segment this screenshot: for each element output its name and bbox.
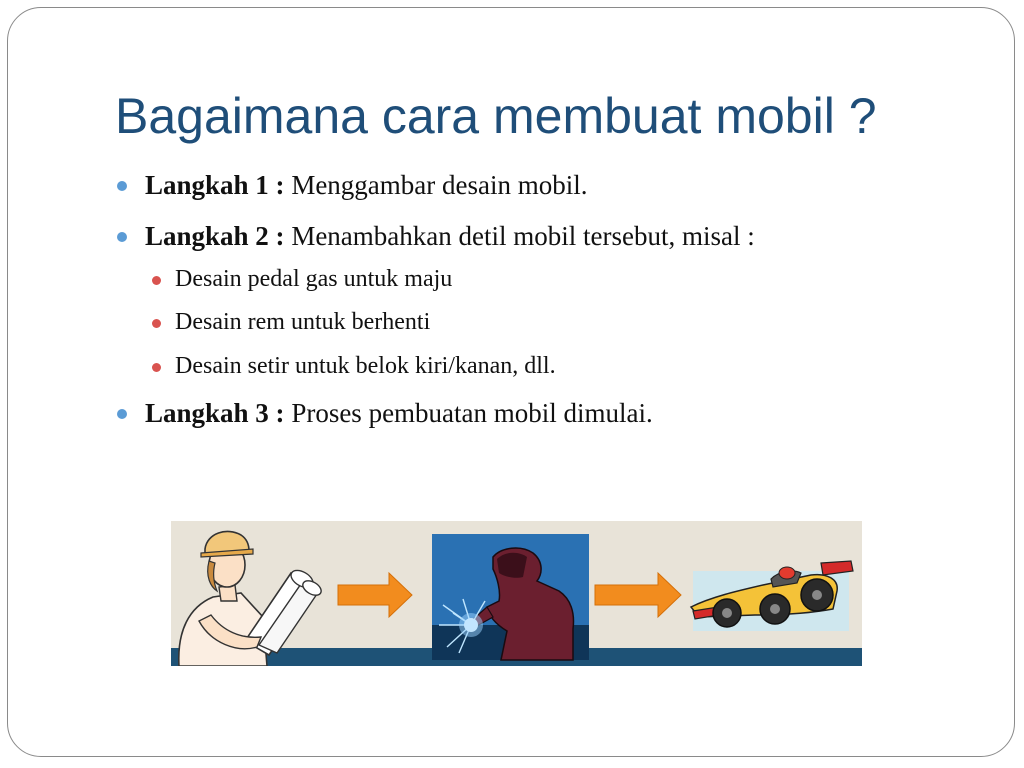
sub-bullet-list bbox=[115, 264, 975, 382]
bullet-dot-icon bbox=[117, 181, 127, 191]
bullet-dot-icon bbox=[117, 232, 127, 242]
bullet-list bbox=[115, 168, 975, 447]
bullet-step-2 bbox=[115, 219, 975, 254]
sub-bullet-text: Desain setir untuk belok kiri/kanan, dll. bbox=[175, 352, 556, 379]
sub-bullet-text: Desain rem untuk berhenti bbox=[175, 309, 431, 336]
step-text: Menambahkan detil mobil tersebut, misal : bbox=[291, 221, 755, 252]
slide-title: Bagaimana cara membuat mobil ? bbox=[115, 88, 877, 144]
arrow-right-icon bbox=[595, 573, 681, 617]
bullet-step-1 bbox=[115, 168, 975, 203]
step-text: Menggambar desain mobil. bbox=[291, 170, 588, 200]
sub-bullet bbox=[115, 264, 975, 295]
sub-bullet bbox=[115, 307, 975, 338]
welder-icon bbox=[432, 534, 589, 660]
step-label: Langkah 2 : bbox=[145, 221, 285, 252]
step-label: Langkah 3 : bbox=[145, 397, 285, 428]
engineer-with-blueprints-icon bbox=[179, 531, 324, 666]
sub-bullet-dot-icon bbox=[152, 363, 161, 372]
sub-bullet bbox=[115, 351, 975, 382]
arrow-right-icon bbox=[338, 573, 412, 617]
race-car-icon bbox=[691, 561, 853, 631]
sub-bullet-dot-icon bbox=[152, 276, 161, 285]
bullet-dot-icon bbox=[117, 409, 127, 419]
sub-bullet-dot-icon bbox=[152, 319, 161, 328]
process-illustration bbox=[171, 521, 862, 666]
step-label: Langkah 1 : bbox=[145, 170, 285, 200]
step-text: Proses pembuatan mobil dimulai. bbox=[291, 397, 653, 428]
sub-bullet-text: Desain pedal gas untuk maju bbox=[175, 266, 453, 293]
bullet-step-3 bbox=[115, 396, 975, 431]
